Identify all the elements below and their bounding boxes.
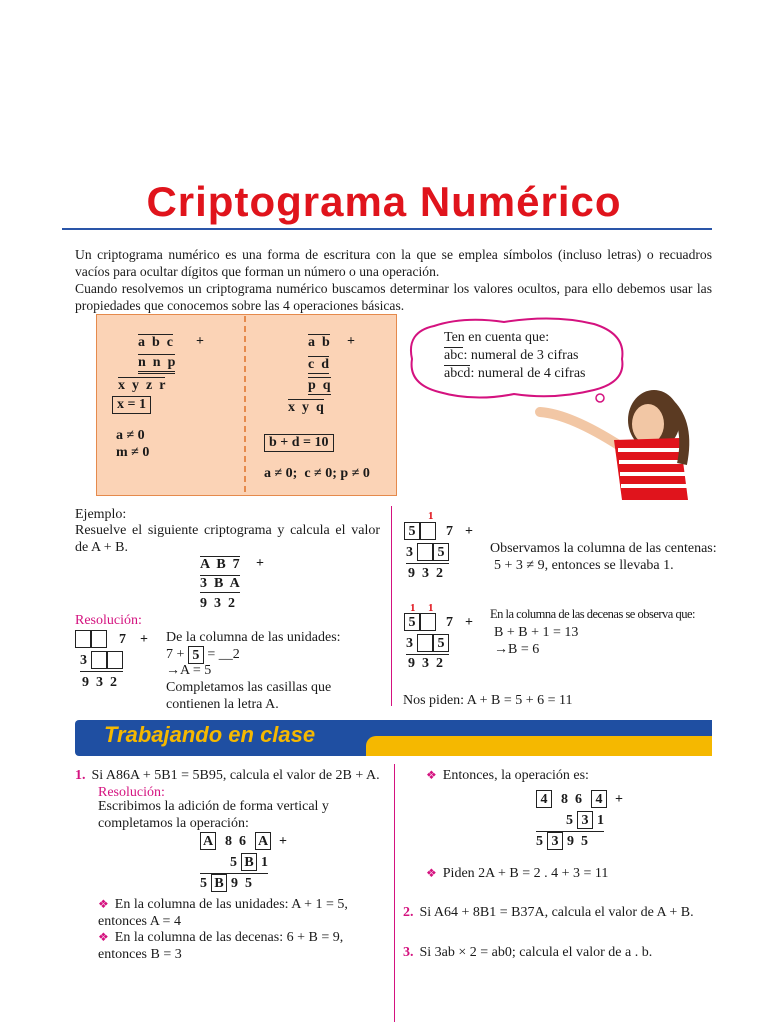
right-sum-1-row-1: [404, 522, 473, 540]
box-right-condition: b + d = 10: [264, 434, 334, 452]
q1-resolution-label: Resolución:: [98, 785, 165, 800]
column-divider: [391, 506, 392, 706]
plus-sign: +: [465, 524, 473, 539]
banner-title: Trabajando en clase: [104, 722, 316, 747]
diamond-bullet-icon: ❖: [426, 768, 437, 782]
digit-5: 5: [230, 855, 237, 870]
q1-right-sum-row-1: [536, 790, 623, 808]
intro-paragraph-2: Cuando resolvemos un criptograma numérico buscamos determinar los valores ocultos, para ello debemos usar las propiedades que conocemos sobre las 4 operaciones básicas.: [75, 281, 712, 313]
digit-5: 5: [200, 876, 207, 891]
letter-box-a: A: [255, 832, 271, 850]
q1-sum-result: [200, 874, 252, 892]
box-divider: [244, 316, 246, 492]
q1-sum-row-1: [200, 832, 287, 850]
example-label: Ejemplo:: [75, 507, 127, 522]
step-2-box: 5: [188, 646, 204, 664]
example-plus: +: [256, 556, 264, 571]
q1-sum-row-2: [200, 853, 268, 874]
sum-digit-7: 7: [119, 632, 126, 647]
example-row-3: 9 3 2: [200, 596, 235, 611]
q1-bullet-2: [98, 929, 388, 963]
question-2-text: Si A64 + 8B1 = B37A, calcula el valor de A + B.: [419, 905, 694, 920]
question-1-number: 1.: [75, 768, 86, 783]
question-3-number: 3.: [403, 945, 414, 960]
right-sum-2-row-1: [404, 613, 473, 631]
q1-bullet-1-text: En la columna de las unidades: A + 1 = 5, entonces A = 4: [98, 897, 348, 929]
empty-cell: [91, 651, 107, 669]
digit-box: 5: [433, 543, 449, 561]
intro-text: [75, 246, 712, 314]
bubble-line-3-text: : numeral de 4 cifras: [470, 366, 586, 381]
right-sum-1-row-2: [406, 543, 449, 564]
digit-5: 5: [566, 813, 573, 828]
question-1-text: Si A86A + 5B1 = 5B95, calcula el valor de 2B + A.: [91, 768, 380, 783]
bubble-line-1: Ten en cuenta que:: [444, 330, 550, 345]
column-divider-2: [394, 764, 395, 1022]
question-2-number: 2.: [403, 905, 414, 920]
banner-yellow-stripe: [366, 736, 712, 756]
box-right-row-2: c d: [308, 357, 329, 372]
question-1: [75, 767, 380, 784]
digit-box: 5: [433, 634, 449, 652]
digits-95: 9 5: [231, 876, 252, 891]
carry-2a: 1: [410, 602, 416, 614]
empty-cell: [417, 543, 433, 561]
q1-right-sum-row-2: [536, 811, 604, 832]
plus-sign: +: [615, 792, 623, 807]
q1-description: Escribimos la adición de forma vertical y completamos la operación:: [98, 799, 329, 831]
example-row-2: 3 B A: [200, 576, 240, 591]
plus-sign: +: [279, 834, 287, 849]
right-sum-2-row-2: [406, 634, 449, 655]
digits-95: 9 5: [567, 834, 588, 849]
page-title: Criptograma Numérico: [146, 178, 622, 225]
digit-box-3: 3: [547, 832, 563, 850]
empty-cell: [417, 634, 433, 652]
question-3: [403, 944, 652, 961]
empty-cell: [107, 651, 123, 669]
resolution-label: Resolución:: [75, 613, 142, 628]
q1-right-sum-result: [536, 832, 588, 850]
example-row-1: A B 7: [200, 557, 240, 572]
digits-86: 8 6: [561, 792, 582, 807]
observation-3: En la columna de las decenas se observa que:: [490, 607, 695, 621]
letter-box-b: B: [241, 853, 257, 871]
q1-right-bullet-1-text: Entonces, la operación es:: [442, 768, 589, 783]
sum-row-2: [80, 651, 123, 672]
observation-2: 5 + 3 ≠ 9, entonces se llevaba 1.: [494, 558, 674, 573]
digit-7: 7: [446, 615, 453, 630]
box-left-cond-a: a ≠ 0: [116, 428, 145, 443]
empty-cell: [75, 630, 91, 648]
step-1: De la columna de las unidades:: [166, 630, 341, 645]
box-right-plus: +: [347, 334, 355, 349]
right-sum-1-result: 9 3 2: [408, 566, 443, 581]
digit-3: 3: [406, 545, 413, 560]
box-left-row-1: a b c: [138, 335, 173, 350]
digit-5: 5: [536, 834, 543, 849]
box-right-row-1: a b: [308, 335, 330, 350]
q1-right-bullet-1: [426, 767, 589, 784]
diamond-bullet-icon: ❖: [98, 897, 109, 911]
step-2-a: 7 +: [166, 647, 185, 663]
carry-1: 1: [428, 510, 434, 522]
digit-box-4: 4: [536, 790, 552, 808]
q1-bullet-2-text: En la columna de las decenas: 6 + B = 9, entonces B = 3: [98, 930, 344, 962]
q1-right-bullet-2: [426, 865, 608, 882]
box-left-cond-m: m ≠ 0: [116, 445, 150, 460]
digit-box: 5: [404, 613, 420, 631]
bubble-numeral-abcd: abcd: [444, 366, 471, 381]
digit-3: 3: [406, 636, 413, 651]
digit-1: 1: [261, 855, 268, 870]
digit-box-3: 3: [577, 811, 593, 829]
digit-box-4: 4: [591, 790, 607, 808]
right-sum-2-result: 9 3 2: [408, 656, 443, 671]
bubble-line-3: [444, 365, 586, 382]
diamond-bullet-icon: ❖: [98, 930, 109, 944]
box-left-plus: +: [196, 334, 204, 349]
box-right-cond: a ≠ 0; c ≠ 0; p ≠ 0: [264, 466, 370, 481]
sum-plus: +: [140, 632, 148, 647]
empty-cell: [420, 522, 436, 540]
digit-7: 7: [446, 524, 453, 539]
bubble-line-2: [444, 347, 579, 364]
question-3-text: Si 3ab × 2 = ab0; calcula el valor de a . b.: [419, 945, 653, 960]
question-2: [403, 904, 694, 921]
empty-cell: [91, 630, 107, 648]
digits-86: 8 6: [225, 834, 246, 849]
sum-result: 9 3 2: [82, 675, 117, 690]
step-2-b: = __2: [207, 647, 240, 663]
q1-right-bullet-2-text: Piden 2A + B = 2 . 4 + 3 = 11: [442, 866, 609, 881]
sum-row-1: [75, 630, 148, 648]
box-left-condition: x = 1: [112, 396, 151, 414]
box-right-row-4: x y q: [288, 400, 324, 415]
diamond-bullet-icon: ❖: [426, 866, 437, 880]
title-rule: [62, 228, 712, 230]
box-right-row-3: p q: [308, 378, 331, 393]
plus-sign: +: [465, 615, 473, 630]
carry-2b: 1: [428, 602, 434, 614]
box-left-row-2: n n p: [138, 354, 175, 374]
digit-box: 5: [404, 522, 420, 540]
step-4: Completamos las casillas que contienen la letra A.: [166, 680, 332, 712]
digit-1: 1: [597, 813, 604, 828]
girl-pointing-image: [530, 384, 700, 500]
intro-paragraph-1: Un criptograma numérico es una forma de escritura con la que se emplea símbolos (incluso letras) o recuadros vacíos para ocultar dígitos que forman un número o una operación.: [75, 247, 712, 279]
bubble-line-2-text: : numeral de 3 cifras: [463, 348, 579, 363]
observation-4: B + B + 1 = 13: [494, 625, 579, 640]
bubble-numeral-abc: abc: [444, 348, 464, 363]
box-left-row-3: x y z r: [118, 378, 166, 393]
example-text: Resuelve el siguiente criptograma y calcula el valor de A + B.: [75, 523, 380, 555]
sum-digit-3: 3: [80, 653, 87, 668]
q1-bullet-1: [98, 896, 388, 930]
letter-box-a: A: [200, 832, 216, 850]
letter-box-b: B: [211, 874, 227, 892]
step-3: →A = 5: [166, 663, 212, 678]
observation-5: →B = 6: [494, 642, 540, 657]
result-text: Nos piden: A + B = 5 + 6 = 11: [403, 693, 573, 708]
empty-cell: [420, 613, 436, 631]
observation-1: Observamos la columna de las centenas:: [490, 541, 717, 556]
